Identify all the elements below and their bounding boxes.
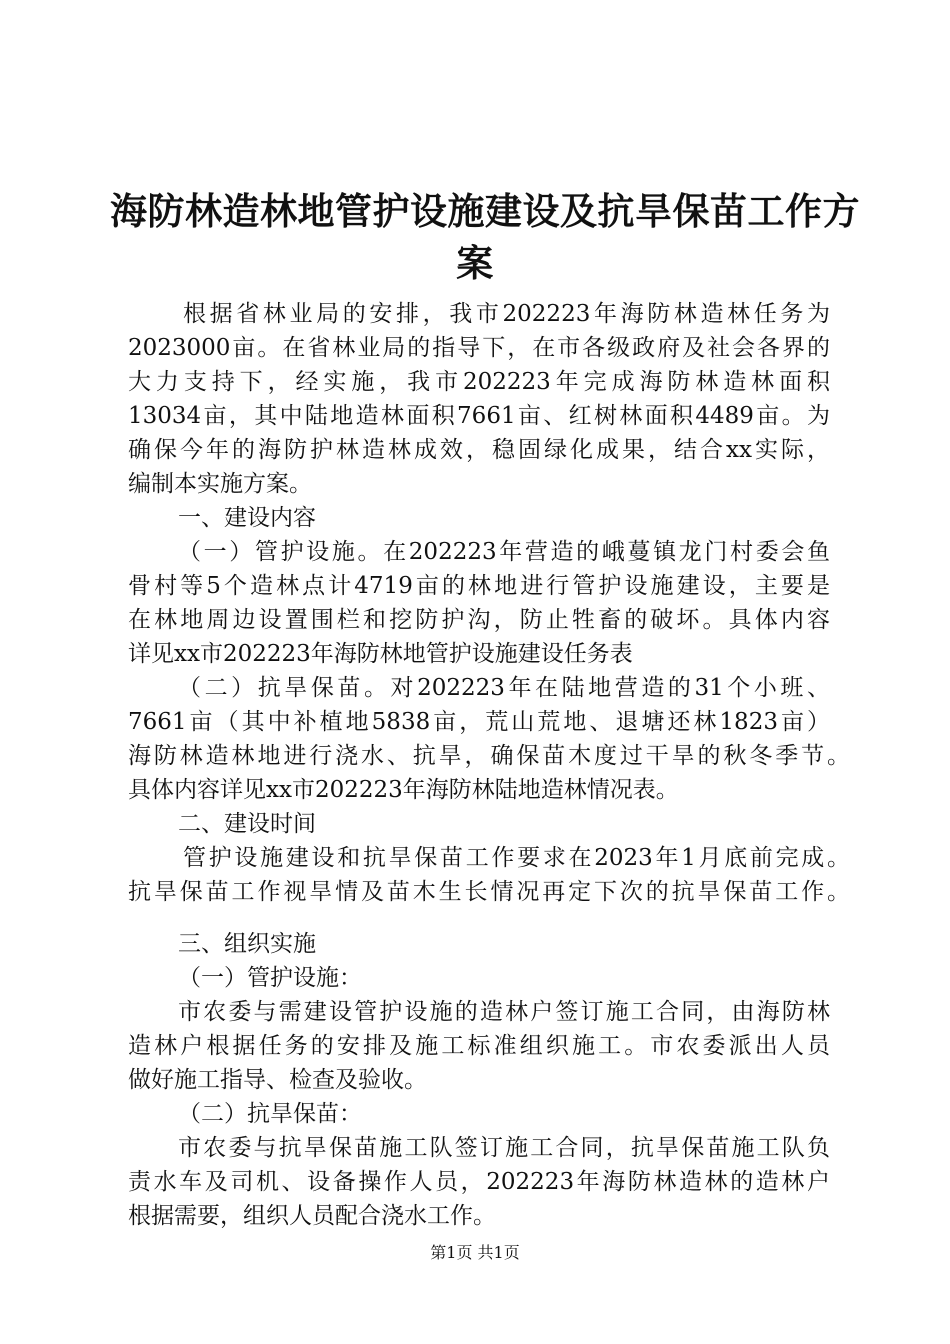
body-line: （一）管护设施。在202223年营造的峨蔓镇龙门村委会鱼 <box>178 539 830 565</box>
body-line: 根据省林业局的安排，我市202223年海防林造林任务为 <box>183 301 830 327</box>
subsection-heading: （二）抗旱保苗： <box>178 1101 362 1127</box>
body-line: 管护设施建设和抗旱保苗工作要求在2023年1月底前完成。 <box>183 845 850 871</box>
body-line: 市农委与抗旱保苗施工队签订施工合同，抗旱保苗施工队负 <box>178 1135 830 1161</box>
body-line: 抗旱保苗工作视旱情及苗木生长情况再定下次的抗旱保苗工作。 <box>128 879 850 905</box>
body-line: 确保今年的海防护林造林成效，稳固绿化成果，结合xx实际， <box>128 437 830 463</box>
body-line: 具体内容详见xx市202223年海防林陆地造林情况表。 <box>128 777 679 803</box>
body-line: 造林户根据任务的安排及施工标准组织施工。市农委派出人员 <box>128 1033 830 1059</box>
body-line: 编制本实施方案。 <box>128 471 312 497</box>
body-line: 7661亩（其中补植地5838亩，荒山荒地、退塘还林1823亩） <box>128 709 830 735</box>
document-title-line-1: 海防林造林地管护设施建设及抗旱保苗工作方 <box>110 189 860 233</box>
body-line: 海防林造林地进行浇水、抗旱，确保苗木度过干旱的秋冬季节。 <box>128 743 850 769</box>
section-heading: 二、建设时间 <box>178 811 316 837</box>
body-line: 在林地周边设置围栏和挖防护沟，防止牲畜的破坏。具体内容 <box>128 607 830 633</box>
body-line: 2023000亩。在省林业局的指导下，在市各级政府及社会各界的 <box>128 335 830 361</box>
section-heading: 一、建设内容 <box>178 505 316 531</box>
subsection-heading: （一）管护设施： <box>178 965 362 991</box>
page-footer <box>0 1242 950 1264</box>
body-line: 做好施工指导、检查及验收。 <box>128 1067 427 1093</box>
body-line: 市农委与需建设管护设施的造林户签订施工合同，由海防林 <box>178 999 830 1025</box>
section-heading: 三、组织实施 <box>178 931 316 957</box>
body-line: 骨村等5个造林点计4719亩的林地进行管护设施建设，主要是 <box>128 573 830 599</box>
body-line: （二）抗旱保苗。对202223年在陆地营造的31个小班、 <box>178 675 830 701</box>
body-line: 详见xx市202223年海防林地管护设施建设任务表 <box>128 641 633 667</box>
page-number: 第1页 共1页 <box>430 1243 520 1262</box>
body-line: 责水车及司机、设备操作人员，202223年海防林造林的造林户 <box>128 1169 830 1195</box>
body-line: 根据需要，组织人员配合浇水工作。 <box>128 1203 496 1229</box>
body-line: 13034亩，其中陆地造林面积7661亩、红树林面积4489亩。为 <box>128 403 830 429</box>
document-title-line-2: 案 <box>456 241 494 285</box>
body-line: 大力支持下，经实施，我市202223年完成海防林造林面积 <box>128 369 830 395</box>
